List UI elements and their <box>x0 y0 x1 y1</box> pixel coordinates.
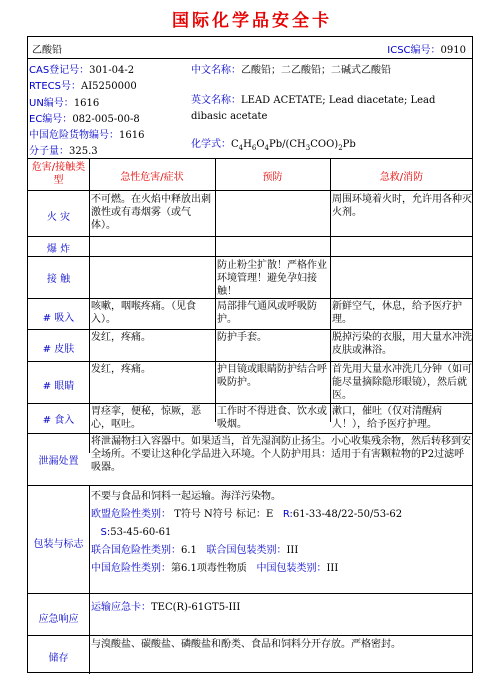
cn-class-label: 中国危险性类别： <box>91 563 171 574</box>
rtecs-label: RTECS号： <box>29 81 81 93</box>
header-prevention: 预防 <box>262 172 283 183</box>
fire-hazard: 不可燃。在火焰中释放出刺激性或有毒烟雾（或气体）。 <box>91 194 211 231</box>
storage-text: 与溴酸盐、碳酸盐、磷酸盐和酚类、食品和饲料分开存放。严格密封。 <box>91 639 401 650</box>
un-number-label: UN编号： <box>29 97 74 109</box>
identifier-block <box>29 61 187 159</box>
header-type: 危害/接触类型 <box>31 162 86 186</box>
row-label-fire: 火 灾 <box>46 212 71 223</box>
contact-prevention: 防止粉尘扩散！严格作业环境管理！避免孕妇接触！ <box>217 260 327 297</box>
cn-pack-label: 中国包装类别： <box>256 563 327 574</box>
icsc-number <box>387 41 466 56</box>
un-pack-value: III <box>286 545 299 556</box>
skin-firstaid: 脱掉污染的衣服，用大量水冲洗皮肤或淋浴。 <box>332 332 472 356</box>
emergency-card-label: 运输应急卡： <box>91 602 151 613</box>
eyes-hazard: 发红，疼痛。 <box>91 364 151 375</box>
row-label-explosion: 爆 炸 <box>46 244 71 255</box>
safety-card <box>27 36 473 673</box>
inhalation-firstaid: 新鲜空气，休息，给予医疗护理。 <box>332 301 462 325</box>
un-pack-label: 联合国包装类别： <box>206 545 287 556</box>
row-label-inhalation: # 吸入 <box>42 313 75 324</box>
cn-name-value: 乙酸铅；二乙酸铅；二碱式乙酸铅 <box>241 65 391 76</box>
header-hazard: 急性危害/症状 <box>120 172 184 183</box>
cn-goods-label: 中国危险货物编号： <box>29 130 119 142</box>
eyes-firstaid: 首先用大量水冲洗几分钟（如可能尽量摘除隐形眼镜），然后就医。 <box>332 364 472 401</box>
emergency-label: 应急响应 <box>38 614 79 625</box>
skin-prevention: 防护手套。 <box>217 332 267 343</box>
un-class-label: 联合国危险性类别： <box>91 545 181 556</box>
card-title: 国际化学品安全卡 <box>172 11 332 31</box>
cn-goods-value: 1616 <box>119 130 145 142</box>
cas-label: CAS登记号： <box>29 65 90 76</box>
chemical-name: 乙酸铅 <box>32 45 62 56</box>
inhalation-prevention: 局部排气通风或呼吸防护。 <box>217 301 317 325</box>
row-label-ingestion: # 食入 <box>42 415 75 426</box>
row-label-skin: # 皮肤 <box>42 344 75 355</box>
rtecs-value: AI5250000 <box>80 81 137 93</box>
row-label-contact: 接 触 <box>46 274 71 285</box>
emergency-card-value: TEC(R)-61GT5-III <box>151 602 241 613</box>
row-label-eyes: # 眼睛 <box>42 381 75 392</box>
inhalation-hazard: 咳嗽，咽喉疼痛。（见食入）。 <box>91 301 196 325</box>
eu-class-value: T符号 N符号 标记：E <box>174 509 274 520</box>
ingestion-hazard: 胃痉挛，便秘，惊厥，恶心，呕吐。 <box>91 406 201 430</box>
skin-hazard: 发红，疼痛。 <box>91 332 151 343</box>
storage-label: 储存 <box>48 653 69 664</box>
cn-class-value: 第6.1项毒性物质 <box>171 563 247 574</box>
ec-label: EC编号： <box>29 113 73 125</box>
cn-pack-value: III <box>326 563 339 574</box>
mw-value: 325.3 <box>69 146 98 158</box>
icsc-value: 0910 <box>440 45 466 56</box>
ec-value: 082-005-00-8 <box>72 113 140 125</box>
formula-value: $C_4H_6O_4Pb/(CH_3COO)_2Pb$ <box>231 139 356 152</box>
packaging-line1: 不要与食品和饲料一起运输。海洋污染物。 <box>91 491 281 502</box>
eyes-prevention: 护目镜或眼睛防护结合呼吸防护。 <box>217 364 327 388</box>
header-firstaid: 急救/消防 <box>379 172 424 183</box>
un-class-value: 6.1 <box>181 545 197 556</box>
r-phrases-value: 61-33-48/22-50/53-62 <box>292 509 403 520</box>
ingestion-prevention: 工作时不得进食、饮水或吸烟。 <box>217 406 327 430</box>
s-phrases-label: S: <box>100 527 111 538</box>
un-number-value: 1616 <box>73 97 100 109</box>
eu-class-label: 欧盟危险性类别： <box>91 509 171 520</box>
r-phrases-label: R: <box>282 509 293 520</box>
emergency-content <box>91 598 240 613</box>
cas-value: 301-04-2 <box>89 65 135 76</box>
fire-firstaid: 周围环境着火时，允许用各种灭火剂。 <box>332 194 472 218</box>
spill-label: 泄漏处置 <box>38 456 79 467</box>
packaging-content <box>91 488 471 578</box>
names-block <box>191 61 469 155</box>
mw-label: 分子量： <box>29 146 69 158</box>
s-phrases-value: 53-45-60-61 <box>110 527 172 538</box>
ingestion-firstaid: 漱口，催吐（仅对清醒病人！），给予医疗护理。 <box>332 406 442 430</box>
packaging-label: 包装与标志 <box>33 539 84 550</box>
en-name-label: 英文名称： <box>191 95 241 106</box>
en-name-value: LEAD ACETATE; Lead diacetate; Lead dibasic acetate <box>191 95 436 122</box>
cn-name-label: 中文名称： <box>191 65 241 76</box>
spill-text: 将泄漏物扫入容器中。如果适当，首先湿润防止扬尘。小心收集残余物，然后转移到安全场所。不要让这种化学品进入环境。个人防护用具：适用于有害颗粒物的P2过滤呼吸器。 <box>91 436 471 473</box>
formula-label: 化学式： <box>191 139 231 150</box>
icsc-label: ICSC编号： <box>387 45 441 56</box>
